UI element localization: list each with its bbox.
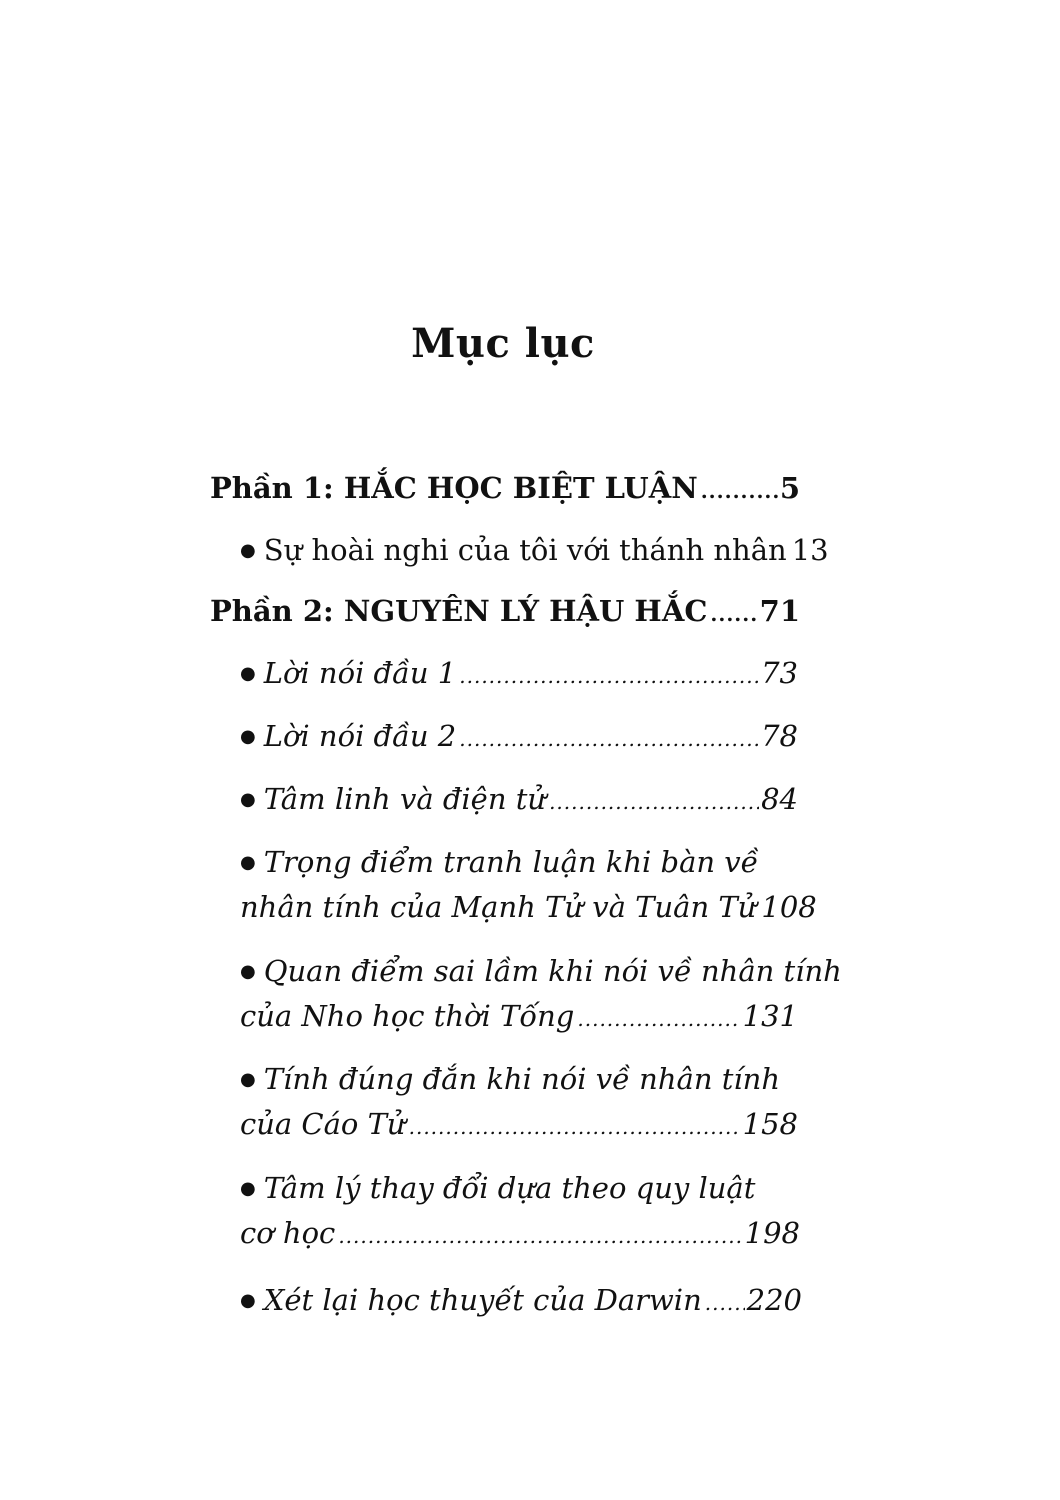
dot-leader <box>459 719 759 759</box>
toc-entry[interactable] <box>240 887 817 930</box>
dot-leader <box>549 782 759 822</box>
toc-entry-text-line1[interactable] <box>240 1059 780 1100</box>
toc-page-number: 108 <box>761 890 817 924</box>
toc-page-number: 84 <box>761 782 798 816</box>
toc-entry-text: Tính đúng đắn khi nói về nhân tính <box>263 1062 780 1096</box>
toc-entry[interactable] <box>240 530 829 573</box>
bullet-icon: ● <box>240 663 256 684</box>
toc-entry-text: của Nho học thời Tống <box>240 999 575 1033</box>
toc-entry[interactable] <box>240 653 798 696</box>
dot-leader <box>338 1216 742 1256</box>
toc-entry-text-line1[interactable] <box>240 842 758 883</box>
toc-entry[interactable] <box>240 996 798 1039</box>
toc-entry-text: Lời nói đầu 1 <box>263 656 457 690</box>
toc-entry[interactable] <box>240 1213 800 1256</box>
page-title: Mục lục <box>411 320 595 367</box>
toc-entry-part-1[interactable] <box>210 468 800 511</box>
toc-page-number: 71 <box>759 594 800 628</box>
toc-entry-text: Tâm linh và điện tử <box>263 782 547 816</box>
bullet-icon: ● <box>240 789 256 810</box>
dot-leader <box>459 656 759 696</box>
toc-page-number: 73 <box>761 656 798 690</box>
bullet-icon: ● <box>240 1178 256 1199</box>
toc-entry-text-line1[interactable] <box>240 951 842 992</box>
toc-entry-text-line1[interactable] <box>240 1168 755 1209</box>
toc-entry[interactable] <box>240 779 798 822</box>
dot-leader <box>701 471 778 511</box>
toc-entry-text: Lời nói đầu 2 <box>263 719 457 753</box>
bullet-icon: ● <box>240 726 256 747</box>
dot-leader <box>409 1107 741 1147</box>
dot-leader <box>710 594 757 634</box>
toc-entry-text: Xét lại học thuyết của Darwin <box>263 1283 702 1317</box>
toc-entry-text: của Cáo Tử <box>240 1107 406 1141</box>
toc-entry-text: Sự hoài nghi của tôi với thánh nhân <box>263 533 787 567</box>
toc-page-number: 5 <box>779 471 800 505</box>
toc-page-number: 198 <box>744 1216 800 1250</box>
toc-entry-text: Phần 1: HẮC HỌC BIỆT LUẬN <box>210 471 698 505</box>
toc-entry-part-2[interactable] <box>210 591 800 634</box>
toc-page-number: 158 <box>742 1107 798 1141</box>
bullet-icon: ● <box>240 961 256 982</box>
toc-entry-text: Quan điểm sai lầm khi nói về nhân tính <box>263 954 842 988</box>
toc-entry-text: Trọng điểm tranh luận khi bàn về <box>263 845 759 879</box>
toc-entry-text: cơ học <box>240 1216 336 1250</box>
toc-page-number: 220 <box>746 1283 802 1317</box>
dot-leader <box>705 1283 745 1323</box>
toc-page-number: 13 <box>791 533 829 567</box>
toc-page-number: 131 <box>742 999 798 1033</box>
toc-entry[interactable] <box>240 1104 798 1147</box>
toc-entry-text: nhân tính của Mạnh Tử và Tuân Tử <box>240 890 757 924</box>
dot-leader <box>577 999 740 1039</box>
bullet-icon: ● <box>240 1290 256 1311</box>
bullet-icon: ● <box>240 1069 256 1090</box>
toc-entry-text: Tâm lý thay đổi dựa theo quy luật <box>263 1171 756 1205</box>
bullet-icon: ● <box>240 540 256 561</box>
toc-entry[interactable] <box>240 1280 802 1323</box>
toc-entry-text: Phần 2: NGUYÊN LÝ HẬU HẮC <box>210 594 708 628</box>
toc-entry[interactable] <box>240 716 798 759</box>
toc-page-number: 78 <box>761 719 798 753</box>
bullet-icon: ● <box>240 852 256 873</box>
